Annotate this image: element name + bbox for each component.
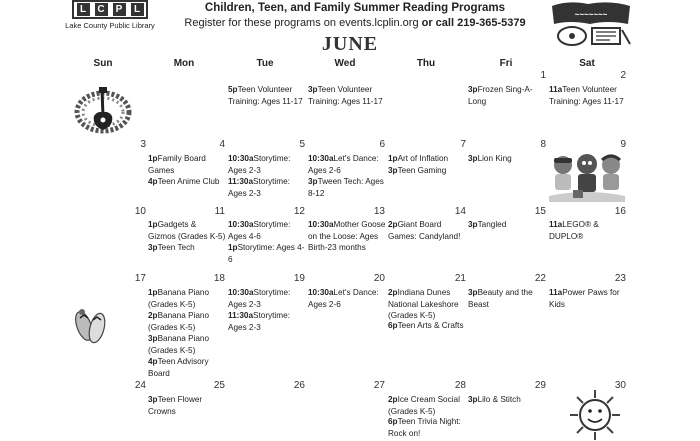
date-number: 18 — [213, 273, 225, 284]
date-number: 29 — [534, 380, 546, 391]
calendar-event[interactable]: 3pTeen Gaming — [388, 166, 447, 175]
logo-letter: C — [95, 3, 108, 16]
date-number: 14 — [454, 206, 466, 217]
day-header-fri: Fri — [499, 58, 513, 69]
calendar-event[interactable]: 10:30aMother Goose on the Loose: Ages Birth-23 months — [308, 220, 386, 252]
register-info — [165, 17, 545, 29]
date-number: 24 — [134, 380, 146, 391]
date-number: 21 — [454, 273, 466, 284]
calendar-event[interactable]: 1pFamily Board Games — [148, 154, 206, 175]
date-number: 30 — [614, 380, 626, 391]
date-number: 9 — [620, 139, 626, 150]
calendar-event[interactable]: 10:30aLet's Dance: Ages 2-6 — [308, 288, 379, 309]
library-logo — [60, 0, 160, 32]
calendar-event[interactable]: 11aPower Paws for Kids — [549, 288, 620, 309]
svg-text:~~~~~~~: ~~~~~~~ — [574, 10, 608, 19]
calendar-event[interactable]: 4pTeen Advisory Board — [148, 357, 209, 378]
date-number: 15 — [534, 206, 546, 217]
calendar-event[interactable]: 4pTeen Anime Club — [148, 177, 220, 186]
register-phone: or call 219-365-5379 — [421, 17, 526, 29]
calendar-event[interactable]: 5pTeen Volunteer Training: Ages 11-17 — [228, 85, 303, 106]
guitar-wreath-icon — [74, 86, 132, 134]
calendar-event[interactable]: 1pStorytime: Ages 4-6 — [228, 243, 305, 264]
calendar-event[interactable]: 11:30aStorytime: Ages 2-3 — [228, 177, 290, 198]
logo-letter: L — [77, 3, 90, 16]
logo-mark — [72, 0, 148, 19]
calendar-event[interactable]: 11aTeen Volunteer Training: Ages 11-17 — [549, 85, 624, 106]
calendar-event[interactable]: 10:30aStorytime: Ages 2-3 — [228, 154, 291, 175]
date-number: 10 — [134, 206, 146, 217]
calendar-event[interactable]: 3pTeen Volunteer Training: Ages 11-17 — [308, 85, 383, 106]
date-number: 20 — [373, 273, 385, 284]
summer-reading-banner-icon — [548, 0, 634, 48]
calendar-event[interactable]: 2pGiant Board Games: Candyland! — [388, 220, 461, 241]
calendar-event[interactable]: 1pArt of Inflation — [388, 154, 449, 163]
calendar-event[interactable]: 6pTeen Arts & Crafts — [388, 321, 464, 330]
calendar-event[interactable]: 2pIndiana Dunes National Lakeshore (Grades K-5) — [388, 288, 459, 320]
date-number: 7 — [460, 139, 466, 150]
date-number: 28 — [454, 380, 466, 391]
calendar-event[interactable]: 11aLEGO® & DUPLO® — [549, 220, 599, 241]
calendar-event[interactable]: 3pFrozen Sing-A-Long — [468, 85, 533, 106]
date-number: 22 — [534, 273, 546, 284]
date-number: 1 — [540, 70, 546, 81]
sun-icon — [565, 388, 625, 441]
date-number: 13 — [373, 206, 385, 217]
day-header-tue: Tue — [256, 58, 274, 69]
day-header-sat: Sat — [579, 58, 595, 69]
date-number: 11 — [214, 206, 225, 217]
date-number: 5 — [299, 139, 305, 150]
date-number: 6 — [379, 139, 385, 150]
calendar-event[interactable]: 11:30aStorytime: Ages 2-3 — [228, 311, 290, 332]
date-number: 25 — [213, 380, 225, 391]
day-header-thu: Thu — [416, 58, 436, 69]
logo-caption: Lake County Public Library — [65, 21, 155, 30]
logo-letter: P — [113, 3, 126, 16]
calendar-event[interactable]: 3pBanana Piano (Grades K-5) — [148, 334, 210, 355]
calendar-event[interactable]: 3pTween Tech: Ages 8-12 — [308, 177, 384, 198]
date-number: 2 — [620, 70, 626, 81]
calendar-event[interactable]: 1pGadgets & Gizmos (Grades K-5) — [148, 220, 226, 241]
flip-flops-icon — [74, 306, 108, 346]
calendar-event[interactable]: 3pTeen Tech — [148, 243, 195, 252]
calendar-event[interactable]: 10:30aLet's Dance: Ages 2-6 — [308, 154, 379, 175]
calendar-event[interactable]: 1pBanana Piano (Grades K-5) — [148, 288, 210, 309]
calendar-event[interactable]: 10:30aStorytime: Ages 2-3 — [228, 288, 291, 309]
calendar-event[interactable]: 6pTeen Trivia Night: Rock on! — [388, 417, 461, 438]
date-number: 8 — [540, 139, 546, 150]
calendar-event[interactable]: 3pTeen Flower Crowns — [148, 395, 203, 416]
date-number: 27 — [373, 380, 385, 391]
month-title: JUNE — [321, 33, 379, 55]
calendar-event[interactable]: 10:30aStorytime: Ages 4-6 — [228, 220, 291, 241]
date-number: 3 — [140, 139, 146, 150]
page-title: Children, Teen, and Family Summer Reading Programs — [204, 2, 506, 14]
date-number: 17 — [134, 273, 146, 284]
kids-beach-icon — [547, 150, 627, 204]
calendar-event[interactable]: 3pLion King — [468, 154, 512, 163]
calendar-event[interactable]: 2pBanana Piano (Grades K-5) — [148, 311, 210, 332]
calendar-event[interactable]: 3pTangled — [468, 220, 507, 229]
date-number: 23 — [614, 273, 626, 284]
date-number: 12 — [293, 206, 305, 217]
date-number: 26 — [293, 380, 305, 391]
day-header-wed: Wed — [334, 58, 356, 69]
logo-letter: L — [131, 3, 144, 16]
date-number: 19 — [293, 273, 305, 284]
calendar-event[interactable]: 2pIce Cream Social (Grades K-5) — [388, 395, 460, 416]
date-number: 16 — [614, 206, 626, 217]
date-number: 4 — [219, 139, 225, 150]
day-header-sun: Sun — [93, 58, 113, 69]
calendar-event[interactable]: 3pBeauty and the Beast — [468, 288, 533, 309]
day-header-mon: Mon — [173, 58, 195, 69]
register-text: Register for these programs on events.lcplin.org — [184, 17, 419, 29]
calendar-event[interactable]: 3pLilo & Stitch — [468, 395, 521, 404]
